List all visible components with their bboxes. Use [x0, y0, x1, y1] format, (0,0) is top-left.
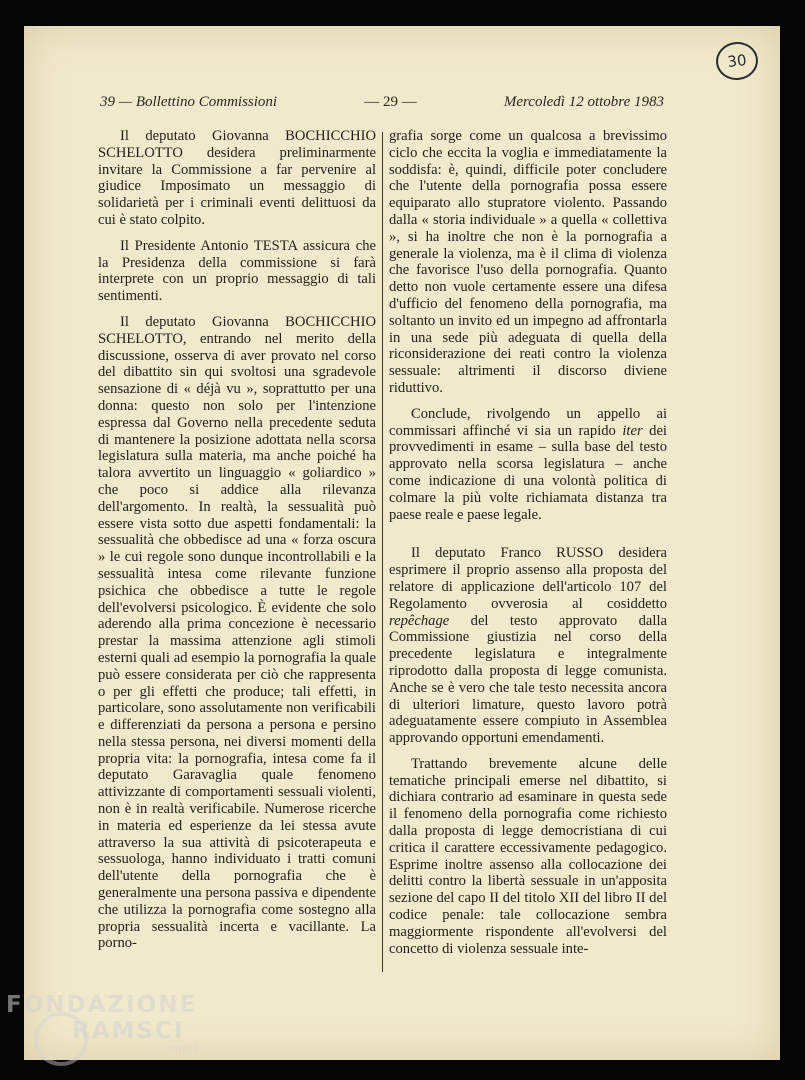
header-date: Mercoledì 12 ottobre 1983: [503, 94, 664, 110]
paragraph-bochicchio-discussion: Il deputato Giovanna BOCHICCHIO SCHELOTTO, entrando nel merito della discussione, osserva di aver provato nel corso del dibattito sin qui svoltosi una sgradevole sensazione di « déjà vu », soprattutto per una donna: questo non solo per l'intenzione espressa dal Governo nella precedente seduta di mantenere la posizione adottata nella scorsa legislatura sulla materia, ma anche poiché ha talora avvertito un linguaggio « goliardico » che poco si addice alla rilevanza dell'argomento. In realtà, la sessualità può essere vista sotto due aspetti fondamentali: la sessualità che obbedisce ad una « forza oscura » le cui regole sono dunque incontrollabili e la sessualità intesa come rilevante funzione psichica che obbedisce a tutte le regole dell'evolversi psicologico. È evidente che solo aderendo alla prima concezione è necessario prestar la massima attenzione agli stimoli esterni quali ad esempio la pornografia la quale può essere considerata per ciò che rappresenta o per gli effetti che produce; tali effetti, in particolare, sono assolutamente non verificabili e differenziati da persona a persona e persino nella stessa persona, nei diversi momenti della propria vita: la pornografia, intesa come fa il deputato Garavaglia quale fenomeno attivizzante di comportamenti sessuali violenti, non è in realtà verificabile. Numerose ricerche in materia ed esperienze da lei stessa avute attraverso la sua attività di psicoterapeuta e sessuologa, hanno individuato i tratti comuni dell'utente della pornografia che è generalmente una persona passiva e dipendente che utilizza la pornografia come sostegno alla propria sessualità incerta e vacillante. La porno-: [98, 313, 376, 952]
header-page-number: — 29 —: [364, 94, 417, 110]
paragraph-continuation: grafia sorge come un qualcosa a brevissimo ciclo che eccita la voglia e immediatamente la soddisfa: è, quindi, difficile poter concludere che l'utente della pornografia possa essere equiparato allo stupratore violento. Passando dalla « storia individuale » a quella « collettiva », si ha inoltre che non è la pornografia a generale la violenza, ma è il clima di violenza che favorisce l'uso della pornografia. Quanto detto non vuole certamente essere una difesa d'ufficio del fenomeno della pornografia, ma soltanto un invito ed un impegno ad affrontarla in una sede più adeguata di quella della riconsiderazione dei reati contro la violenza sessuale: altrimenti il discorso diviene riduttivo.: [389, 128, 667, 396]
paragraph-conclusion: Conclude, rivolgendo un appello ai commissari affinché vi sia un rapido iter dei provvedimenti in esame – sulla base del testo approvato nella scorsa legislatura – anche come indicazione di una volontà politica di colmare la più volte richiamata distanza tra paese reale e paese legale.: [389, 405, 667, 523]
column-divider: [382, 132, 383, 972]
right-column: [389, 128, 667, 966]
gramsci-logo-icon: [34, 1012, 88, 1066]
paragraph-bochicchio-solidarity: Il deputato Giovanna BOCHICCHIO SCHELOTTO desidera preliminarmente invitare la Commissione a far pervenire al giudice Imposimato un messaggio di solidarietà per i criminali eventi delittuosi da cui è stato colpito.: [98, 128, 376, 228]
paragraph-testa-reply: Il Presidente Antonio TESTA assicura che la Presidenza della commissione si farà interprete con un proprio messaggio di tali sentimenti.: [98, 237, 376, 305]
archive-page-number: 30: [714, 40, 760, 82]
fondazione-gramsci-watermark: FONDAZIONE RAMSCI onlus: [6, 992, 200, 1055]
paragraph-russo-themes: Trattando brevemente alcune delle tematiche principali emerse nel dibattito, si dichiara contrario ad esaminare in questa sede il fenomeno della pornografia come richiesto dalla proposta di legge democristiana di cui critica il carattere eccessivamente pedagogico. Esprime inoltre assenso alla collocazione dei delitti contro la libertà sessuale in un'apposita sezione del capo II del titolo XII del libro II del codice penale: tale collocazione sembra maggiormente rispondente all'evolversi del concetto di violenza sessuale inte-: [389, 755, 667, 957]
paragraph-russo: Il deputato Franco RUSSO desidera esprimere il proprio assenso alla proposta del relatore di applicazione dell'articolo 107 del Regolamento ovverosia al cosiddetto repêchage del testo approvato dalla Commissione giustizia nel corso della precedente legislatura e integralmente riprodotto dalla proposta di legge comunista. Anche se è vero che tale testo necessita ancora di ulteriori limature, questo lavoro potrà adeguatamente essere compiuto in Assemblea approvando opportuni emendamenti.: [389, 545, 667, 747]
header-bulletin-title: 39 — Bollettino Commissioni: [100, 94, 278, 110]
left-column: [98, 128, 376, 961]
page-header: [100, 94, 664, 111]
